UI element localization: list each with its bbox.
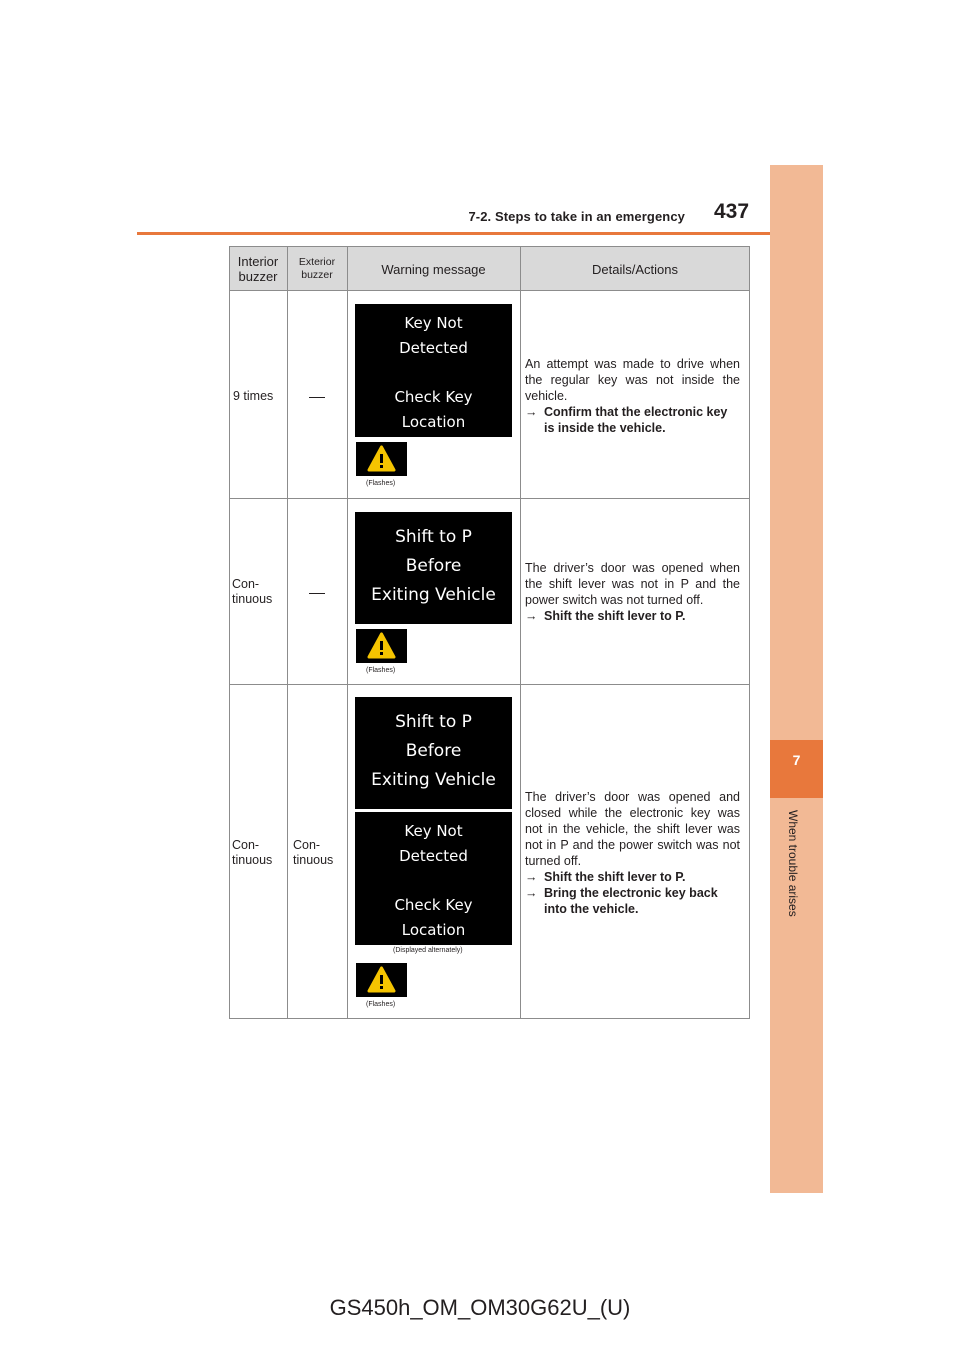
- chapter-tab: [770, 165, 823, 1193]
- warning-triangle-icon: [356, 629, 407, 663]
- display-shift-to-p: Shift to P Before Exiting Vehicle: [355, 512, 512, 624]
- row2-interior: Con- tinuous: [232, 577, 273, 606]
- alternate-caption: (Displayed alternately): [393, 947, 463, 954]
- warning-indicator: [356, 442, 407, 476]
- display-key-not-detected: Key Not Detected Check Key Location: [355, 304, 512, 437]
- row2-exterior-dash: [309, 593, 325, 594]
- warning-triangle-icon: [356, 963, 407, 997]
- header-exterior-buzzer: Exterior buzzer: [298, 256, 336, 281]
- header-warning-message: Warning message: [381, 262, 486, 277]
- row-divider: [229, 684, 750, 685]
- row3-details: The driver’s door was opened and closed while the electronic key was not in the vehicle, the shift lever was not in P and the power switch was not turned off. → Shift the shift lever to P. → Bring the electronic key back into the vehicle.: [525, 790, 740, 916]
- row1-exterior-dash: [309, 397, 325, 398]
- display-shift-to-p: Shift to P Before Exiting Vehicle: [355, 697, 512, 809]
- header-rule: [137, 232, 823, 235]
- page-number: 437: [714, 200, 750, 223]
- column-divider: [287, 246, 288, 1019]
- chapter-number-box: [770, 740, 823, 798]
- row2-details: The driver’s door was opened when the shift lever was not in P and the power switch was not turned off. → Shift the shift lever to P.: [525, 561, 740, 623]
- flashes-caption: (Flashes): [366, 667, 396, 674]
- warning-triangle-icon: [356, 442, 407, 476]
- warning-indicator: [356, 629, 407, 663]
- header-details-actions: Details/Actions: [592, 262, 678, 277]
- row3-exterior: Con- tinuous: [293, 838, 334, 867]
- flashes-caption: (Flashes): [366, 480, 396, 487]
- row-divider: [229, 498, 750, 499]
- display-key-not-detected: Key Not Detected Check Key Location: [355, 812, 512, 945]
- flashes-caption: (Flashes): [366, 1001, 396, 1008]
- document-code: GS450h_OM_OM30G62U_(U): [329, 1295, 631, 1320]
- column-divider: [520, 246, 521, 1019]
- section-title: 7-2. Steps to take in an emergency: [468, 209, 685, 224]
- row1-details: An attempt was made to drive when the regular key was not inside the vehicle. → Confirm that the electronic key is inside the vehicle.: [525, 357, 740, 435]
- column-divider: [347, 246, 348, 1019]
- header-interior-buzzer: Interior buzzer: [237, 254, 279, 284]
- warning-indicator: [356, 963, 407, 997]
- row3-interior: Con- tinuous: [232, 838, 273, 867]
- row1-interior: 9 times: [233, 389, 274, 403]
- chapter-label: When trouble arises: [786, 810, 800, 917]
- chapter-number: 7: [792, 752, 801, 768]
